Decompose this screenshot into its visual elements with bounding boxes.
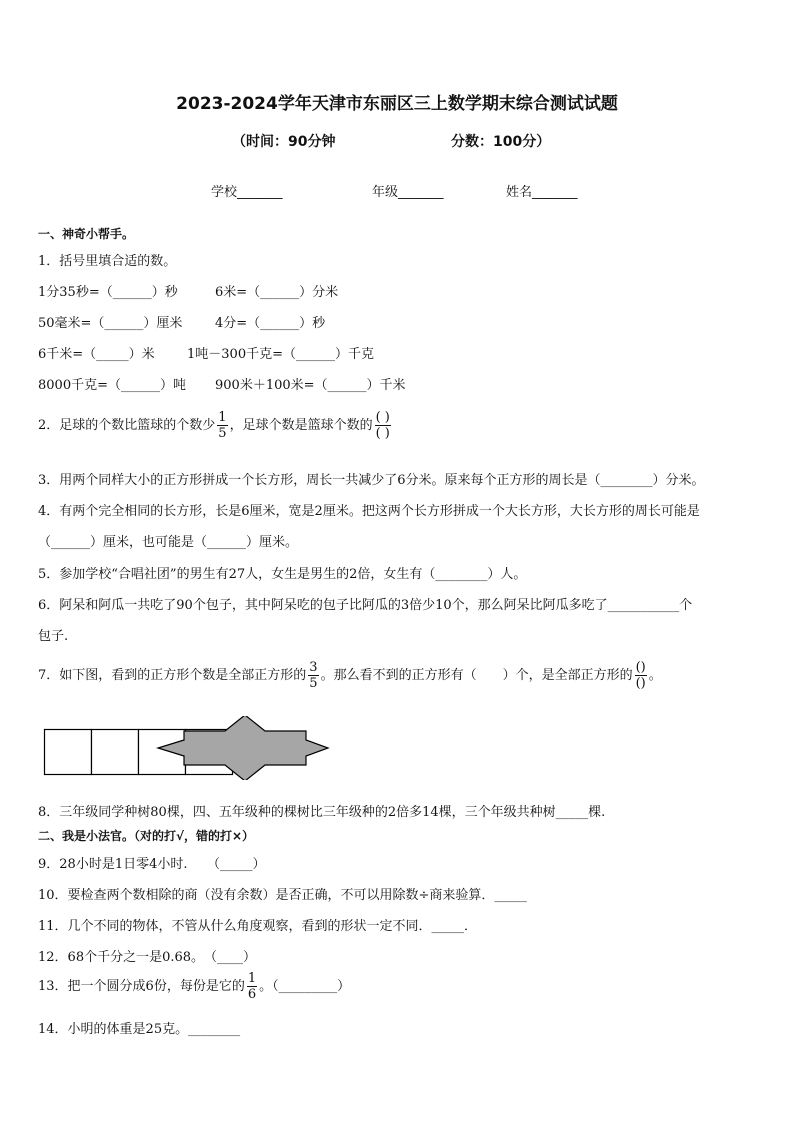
question-1e: 6千米=（_____）米 bbox=[38, 347, 155, 362]
question-4-line-2: （______）厘米，也可能是（______）厘米。 bbox=[38, 535, 299, 550]
section-1-heading: 一、神奇小帮手。 bbox=[38, 227, 135, 241]
fraction-one-fifth: $\frac{1}{5}$ bbox=[218, 410, 227, 441]
grade-field: 年级_______ bbox=[372, 185, 444, 200]
square-2 bbox=[92, 730, 139, 775]
school-field: 学校_______ bbox=[211, 185, 283, 200]
question-13: 13．把一个圆分成6份，每份是它的 $\frac{1}{6}$ 。（_________） bbox=[38, 971, 351, 1002]
squares-star-figure bbox=[40, 716, 340, 780]
question-14: 14．小明的体重是25克。________ bbox=[38, 1022, 241, 1037]
question-2: 2．足球的个数比篮球的个数少 $\frac{1}{5}$ ，足球个数是篮球个数的 $\frac{( )}{( )}$ bbox=[38, 410, 390, 441]
question-4-line-1: 4．有两个完全相同的长方形，长是6厘米，宽是2厘米。把这两个长方形拼成一个大长方形，大长方形的周长可能是 bbox=[38, 504, 700, 519]
square-1 bbox=[45, 730, 92, 775]
fraction-three-fifths: $\frac{3}{5}$ bbox=[309, 660, 318, 691]
question-5: 5．参加学校“合唱社团”的男生有27人，女生是男生的2倍，女生有（________）人。 bbox=[38, 567, 527, 582]
question-12: 12．68个千分之一是0.68。 （____） bbox=[38, 950, 257, 965]
question-1a: 1分35秒=（______）秒 bbox=[38, 285, 178, 300]
exam-time: （时间：90分钟 bbox=[232, 134, 336, 150]
fraction-one-sixth: $\frac{1}{6}$ bbox=[247, 971, 257, 1002]
section-2-heading: 二、我是小法官。（对的打√，错的打×） bbox=[38, 829, 255, 843]
name-field: 姓名_______ bbox=[506, 185, 578, 200]
answer-fraction-blank: $\frac{( )}{( )}$ bbox=[375, 410, 390, 441]
page-title: 2023-2024学年天津市东丽区三上数学期末综合测试试题 bbox=[176, 94, 618, 114]
question-1-stem: 1．括号里填合适的数。 bbox=[38, 254, 177, 269]
question-1g: 8000千克=（______）吨 bbox=[38, 378, 186, 393]
question-6-line-2: 包子. bbox=[38, 629, 69, 644]
question-11: 11．几个不同的物体，不管从什么角度观察，看到的形状一定不同．_____． bbox=[38, 919, 478, 934]
question-10: 10．要检查两个数相除的商（没有余数）是否正确，不可以用除数÷商来验算．_____ bbox=[38, 888, 527, 903]
exam-score: 分数：100分） bbox=[451, 134, 551, 150]
question-1b: 6米=（______）分米 bbox=[215, 285, 339, 300]
answer-fraction-blank: $\frac{()}{()}$ bbox=[635, 660, 646, 691]
question-9: 9．28小时是1日零4小时. （_____） bbox=[38, 857, 266, 872]
question-3: 3．用两个同样大小的正方形拼成一个长方形，周长一共减少了6分米。原来每个正方形的周长是（________）分米。 bbox=[38, 473, 705, 488]
question-1c: 50毫米=（______）厘米 bbox=[38, 316, 183, 331]
question-1h: 900米＋100米=（______）千米 bbox=[215, 378, 406, 393]
question-7: 7．如下图，看到的正方形个数是全部正方形的 $\frac{3}{5}$ 。那么看不到的正方形有（ ）个，是全部正方形的 $\frac{()}{()}$ 。 bbox=[38, 660, 662, 691]
question-1f: 1吨－300千克=（______）千克 bbox=[187, 347, 374, 362]
question-8: 8．三年级同学种树80棵，四、五年级种的棵树比三年级种的2倍多14棵，三个年级共种树_____棵. bbox=[38, 805, 606, 820]
question-1d: 4分=（______）秒 bbox=[215, 316, 326, 331]
question-6-line-1: 6．阿呆和阿瓜一共吃了90个包子，其中阿呆吃的包子比阿瓜的3倍少10个，那么阿呆比阿瓜多吃了___________个 bbox=[38, 598, 693, 613]
